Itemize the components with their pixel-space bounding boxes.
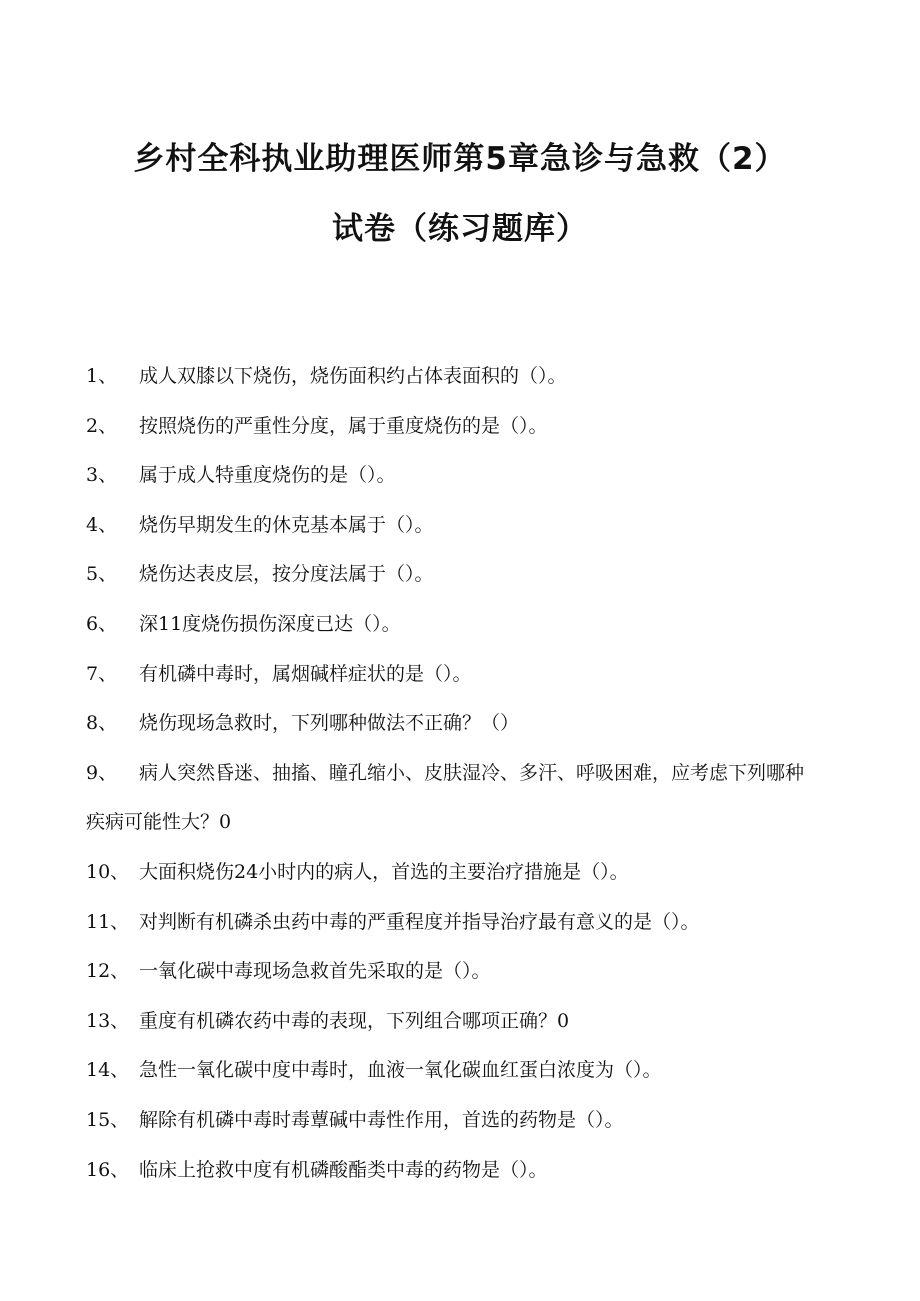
question-text: 烧伤早期发生的休克基本属于（）。: [139, 513, 434, 536]
question-number: 5、: [86, 563, 118, 586]
question-list: [86, 352, 826, 1195]
question-item: [86, 402, 826, 452]
question-number: 10、: [86, 860, 130, 883]
question-item: [86, 848, 826, 898]
question-text: 属于成人特重度烧伤的是（）。: [139, 464, 396, 487]
question-item: [86, 947, 826, 997]
question-number: 6、: [86, 612, 118, 635]
question-number: 14、: [86, 1059, 130, 1082]
question-item: [86, 1096, 826, 1146]
question-item: [86, 550, 826, 600]
page-title: 乡村全科执业助理医师第5章急诊与急救（2）: [133, 141, 787, 177]
question-item: [86, 451, 826, 501]
question-item: [86, 1046, 826, 1096]
question-number: 15、: [86, 1108, 130, 1131]
question-text: 成人双膝以下烧伤，烧伤面积约占体表面积的（）。: [139, 365, 567, 387]
question-text: 按照烧伤的严重性分度，属于重度烧伤的是（）。: [139, 414, 548, 437]
question-text: 重度有机磷农药中毒的表现，下列组合哪项正确？0: [139, 1009, 570, 1032]
question-text: 对判断有机磷杀虫药中毒的严重程度并指导治疗最有意义的是（）。: [139, 910, 700, 933]
question-number: 2、: [86, 414, 118, 437]
question-text: 大面积烧伤24小时内的病人，首选的主要治疗措施是（）。: [139, 860, 629, 883]
question-text: 急性一氧化碳中度中毒时，血液一氧化碳血红蛋白浓度为（）。: [139, 1059, 662, 1082]
question-item: [86, 501, 826, 551]
question-number: 7、: [86, 662, 118, 685]
question-item: [86, 1146, 826, 1196]
question-number: 8、: [86, 712, 118, 735]
question-item: [86, 600, 826, 650]
question-text: 有机磷中毒时，属烟碱样症状的是（）。: [139, 662, 472, 685]
question-number: 3、: [86, 464, 118, 487]
question-number: 1、: [86, 365, 118, 387]
question-item: [86, 650, 826, 700]
question-item: [86, 749, 816, 848]
question-item: [86, 699, 826, 749]
question-text: 一氧化碳中毒现场急救首先采取的是（）。: [139, 960, 491, 983]
question-number: 16、: [86, 1158, 130, 1181]
question-item: [86, 898, 826, 948]
question-number: 4、: [86, 513, 118, 536]
question-text: 病人突然昏迷、抽搐、瞳孔缩小、皮肤湿冷、多汗、呼吸困难，应考虑下列哪种疾病可能性大？0: [86, 761, 805, 834]
question-text: 临床上抢救中度有机磷酸酯类中毒的药物是（）。: [139, 1158, 548, 1181]
page-subtitle: 试卷（练习题库）: [332, 211, 588, 247]
question-text: 烧伤现场急救时，下列哪种做法不正确？（）: [139, 712, 520, 735]
question-number: 11、: [86, 910, 130, 933]
question-item: [86, 997, 826, 1047]
question-number: 12、: [86, 960, 130, 983]
question-text: 解除有机磷中毒时毒蕈碱中毒性作用，首选的药物是（）。: [139, 1108, 624, 1131]
question-number: 9、: [86, 761, 118, 784]
question-text: 深11度烧伤损伤深度已达（）。: [139, 612, 401, 635]
question-text: 烧伤达表皮层，按分度法属于（）。: [139, 563, 434, 586]
question-item: [86, 352, 826, 402]
question-number: 13、: [86, 1009, 130, 1032]
